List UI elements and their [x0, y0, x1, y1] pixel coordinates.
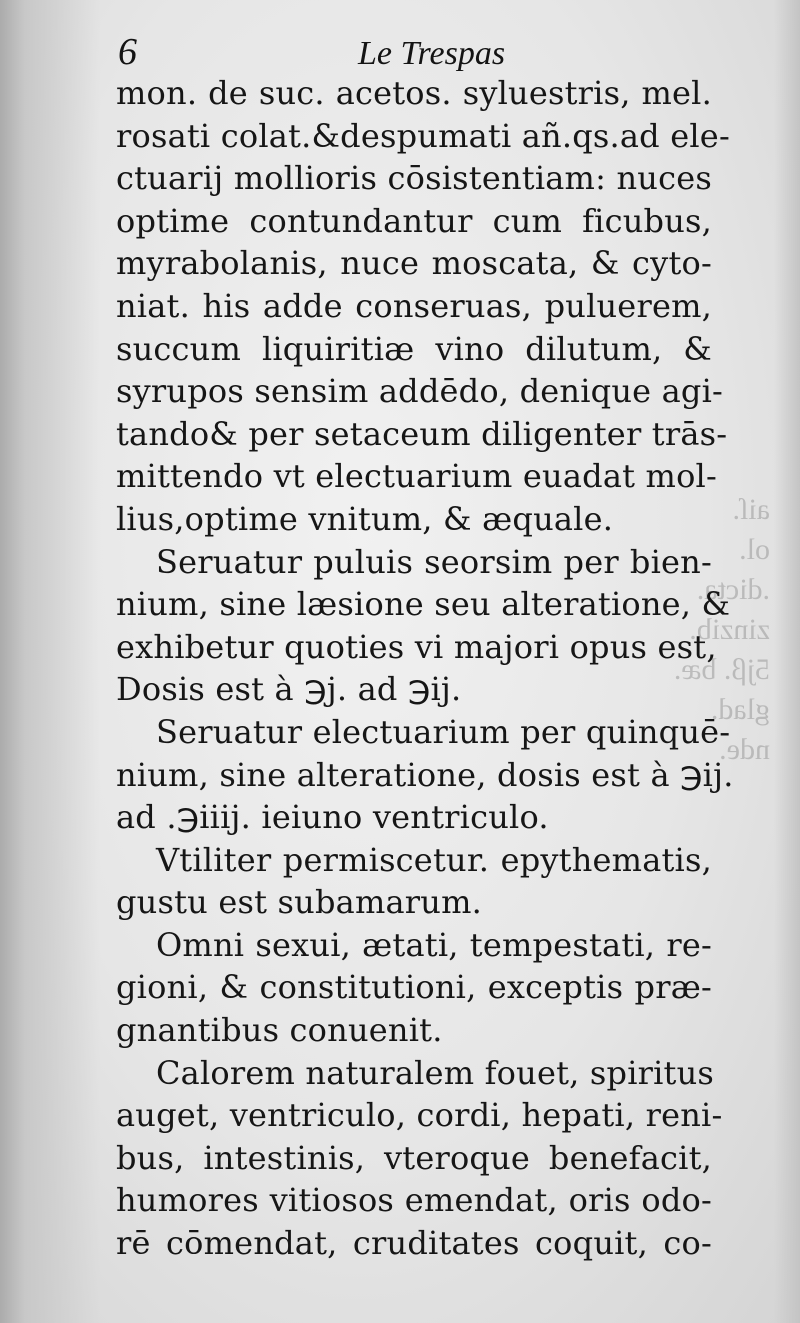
text-line: exhibetur quoties vi majori opus est,	[116, 627, 717, 666]
paragraph-start-line: Seruatur electuarium per quinquē-	[156, 712, 731, 751]
text-line: Dosis est à ℈j. ad ℈ij.	[116, 670, 462, 709]
paragraph-start-line: Vtiliter permiscetur. epythematis,	[156, 840, 712, 879]
running-title: Le Trespas	[358, 35, 506, 72]
page-header	[118, 28, 718, 76]
text-line: bus, intestinis, vteroque benefacit,	[116, 1138, 712, 1177]
text-line: myrabolanis, nuce moscata, & cyto-	[116, 244, 712, 283]
text-line: mittendo vt electuarium euadat mol-	[116, 457, 717, 496]
text-line: rosati colat.&despumati añ.qs.ad ele-	[116, 116, 730, 155]
text-line: mon. de suc. acetos. syluestris, mel.	[116, 74, 712, 112]
text-line: gnantibus conuenit.	[116, 1011, 443, 1050]
paragraph-start-line: Omni sexui, ætati, tempestati, re-	[156, 925, 712, 964]
text-line: succum liquiritiæ vino dilutum, &	[116, 329, 712, 368]
text-line: syrupos sensim addēdo, denique agi-	[116, 372, 724, 411]
bleed-through-text: aiſ. ol. .dicta. zinzib. 5jβ. bæ. glad. nde.	[673, 493, 770, 766]
text-line: ad .℈iiij. ieiuno ventriculo.	[116, 798, 549, 837]
page-edge-shadow	[774, 0, 800, 1323]
text-line: optime contundantur cum ficubus,	[116, 201, 712, 240]
text-line: rē cōmendat, cruditates coquit, co-	[116, 1224, 712, 1263]
text-line: niat. his adde conseruas, puluerem,	[116, 286, 712, 325]
paragraph-start-line: Calorem naturalem fouet, spiritus	[156, 1053, 715, 1092]
paragraph-start-line: Seruatur puluis seorsim per bien-	[156, 542, 712, 581]
spine-shadow	[0, 0, 100, 1323]
text-line: humores vitiosos emendat, oris odo-	[116, 1181, 712, 1220]
text-line: gustu est subamarum.	[116, 883, 482, 922]
text-line: tando& per setaceum diligenter trās-	[116, 414, 728, 453]
text-line: auget, ventriculo, cordi, hepati, reni-	[116, 1096, 723, 1135]
text-line: nium, sine læsione seu alteratione, &	[116, 585, 731, 624]
text-line: ctuarij mollioris cōsistentiam: nuces	[116, 159, 712, 198]
text-line: gioni, & constitutioni, exceptis præ-	[116, 968, 712, 1007]
page-number: 6	[118, 31, 137, 73]
text-line: lius,optime vnitum, & æquale.	[116, 499, 614, 538]
text-line: nium, sine alteratione, dosis est à ℈ij.	[116, 755, 734, 794]
